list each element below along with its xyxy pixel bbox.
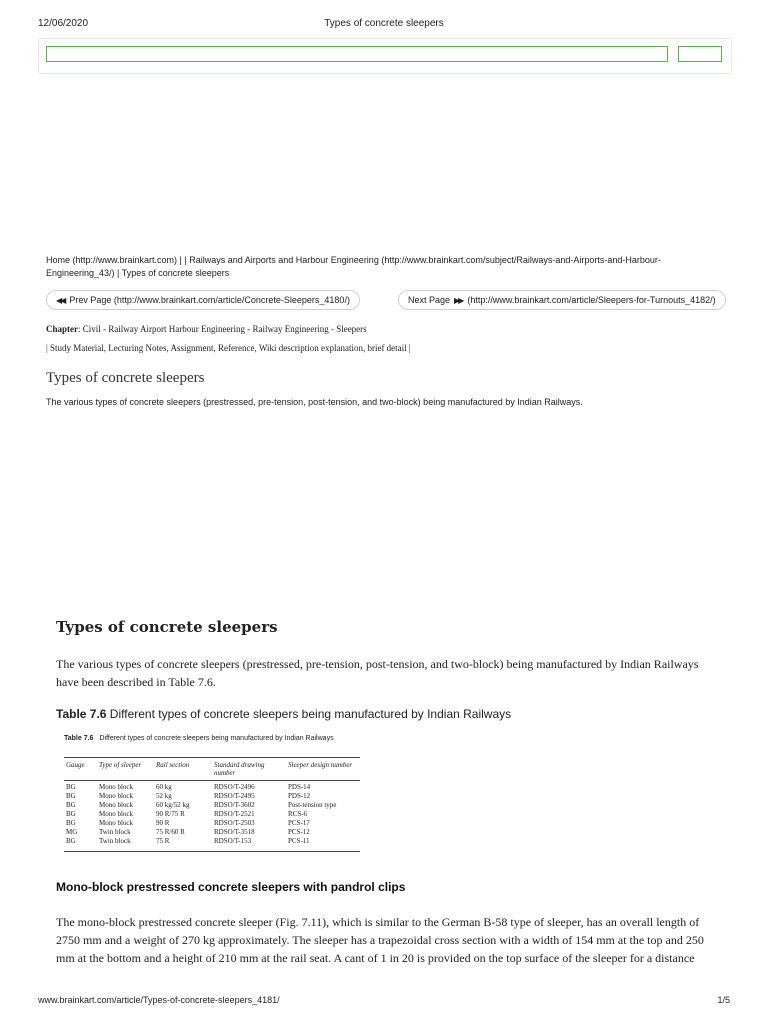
search-button[interactable] [678, 46, 722, 62]
sleeper-types-table [64, 759, 360, 846]
table-cell: 90 R/75 R [156, 810, 185, 818]
table-cell: PDS-14 [288, 783, 311, 791]
table-cell: Mono block [99, 792, 134, 800]
prev-page-button[interactable] [46, 290, 360, 310]
table-caption-text: Different types of concrete sleepers being manufactured by Indian Railways [106, 707, 512, 721]
table-cell: MG [66, 828, 78, 836]
table-header-cell: Type of sleeper [99, 761, 142, 769]
table-row [64, 780, 360, 792]
prev-page-label: Prev Page (http://www.brainkart.com/article/Concrete-Sleepers_4180/) [69, 295, 350, 305]
table-cell: 75 R/60 R [156, 828, 185, 836]
study-material-line: | Study Material, Lecturing Notes, Assignment, Reference, Wiki description explanation, brief detail | [46, 343, 411, 353]
search-input[interactable] [46, 46, 668, 62]
table-cell: Mono block [99, 810, 134, 818]
table-cell: PCS-17 [288, 819, 310, 827]
table-cell: BG [66, 819, 76, 827]
table-cell: RDSO/T-3518 [214, 828, 255, 836]
table-cell: RDSO/T-2495 [214, 792, 255, 800]
section-title: Types of concrete sleepers [56, 618, 278, 636]
table-image-title-text: Different types of concrete sleepers being manufactured by Indian Railways [99, 735, 334, 742]
table-header-cell: Rail section [156, 761, 190, 769]
table-bottom-rule [64, 851, 360, 852]
table-cell: Mono block [99, 819, 134, 827]
footer-url: www.brainkart.com/article/Types-of-concrete-sleepers_4181/ [38, 995, 280, 1005]
table-cell: 75 R [156, 837, 170, 845]
table-cell: BG [66, 801, 76, 809]
table-cell: BG [66, 792, 76, 800]
double-right-arrow-icon: ▶▶ [454, 296, 463, 305]
next-page-url: (http://www.brainkart.com/article/Sleepers-for-Turnouts_4182/) [467, 295, 716, 305]
page-number: 1/5 [717, 995, 730, 1005]
next-page-button[interactable] [398, 290, 726, 310]
table-cell: 60 kg [156, 783, 172, 791]
print-title: Types of concrete sleepers [324, 18, 444, 29]
table-caption [56, 707, 511, 721]
table-caption-label: Table 7.6 [56, 707, 107, 721]
table-row [64, 837, 360, 846]
print-date: 12/06/2020 [38, 18, 89, 29]
double-left-arrow-icon: ◀◀ [56, 296, 65, 305]
table-row [64, 792, 360, 801]
table-cell: RDSO/T-2521 [214, 810, 255, 818]
table-row [64, 810, 360, 819]
table-image-label: Table 7.6 [64, 735, 94, 742]
table-header-cell: Standard drawing number [214, 761, 265, 777]
table-cell: BG [66, 837, 76, 845]
breadcrumb[interactable]: Home (http://www.brainkart.com) | | Railways and Airports and Harbour Engineering (http://www.brainkart.com/subject/Railways-and-Airports-and-Harbour-Engineering_43/) | Types of concrete sleepers [46, 255, 661, 278]
table-cell: PDS-12 [288, 792, 311, 800]
body-paragraph: The mono-block prestressed concrete sleeper (Fig. 7.11), which is similar to the German B-58 type of sleeper, has an overall length of 2750 mm and a weight of 270 kg approximately. The sleeper has a trapezoidal cross section with a width of 154 mm at the top and 250 mm at the bottom and a height of 210 mm at the rail seat. A cant of 1 in 20 is provided on the top surface of the sleeper for a distance [56, 915, 704, 965]
table-cell: Mono block [99, 783, 134, 791]
table-cell: BG [66, 783, 76, 791]
table-cell: BG [66, 810, 76, 818]
table-cell: PCS-12 [288, 828, 310, 836]
page-description: The various types of concrete sleepers (prestressed, pre-tension, post-tension, and two-block) being manufactured by Indian Railways. [46, 397, 583, 407]
table-row [64, 819, 360, 828]
intro-paragraph: The various types of concrete sleepers (prestressed, pre-tension, post-tension, and two-block) being manufactured by Indian Railways have been described in Table 7.6. [56, 657, 699, 689]
subheading: Mono-block prestressed concrete sleepers with pandrol clips [56, 880, 406, 894]
table-cell: RDSO/T-3602 [214, 801, 255, 809]
chapter-text: : Civil - Railway Airport Harbour Engineering - Railway Engineering - Sleepers [78, 324, 367, 334]
table-cell: Twin block [99, 837, 131, 845]
page-title: Types of concrete sleepers [46, 370, 205, 386]
table-cell: Post-tension type [288, 801, 337, 809]
next-page-label: Next Page [408, 295, 451, 305]
table-cell: RDSO/T-2503 [214, 819, 255, 827]
table-cell: 52 kg [156, 792, 172, 800]
table-row [64, 801, 360, 810]
table-cell: RDSO/T-2496 [214, 783, 255, 791]
chapter-line [46, 324, 367, 334]
table-cell: Mono block [99, 801, 134, 809]
table-image-title [64, 734, 354, 743]
table-header-cell: Sleeper design number [288, 761, 353, 769]
chapter-label: Chapter [46, 324, 78, 334]
table-cell: PCS-11 [288, 837, 310, 845]
table-cell: Twin block [99, 828, 131, 836]
table-row [64, 828, 360, 837]
table-cell: 90 R [156, 819, 170, 827]
table-cell: 60 kg/52 kg [156, 801, 190, 809]
table-cell: RDSO/T-153 [214, 837, 252, 845]
table-image [64, 734, 364, 856]
table-cell: RCS-6 [288, 810, 308, 818]
table-header-cell: Gauge [66, 761, 85, 769]
table-top-rule [64, 757, 360, 758]
